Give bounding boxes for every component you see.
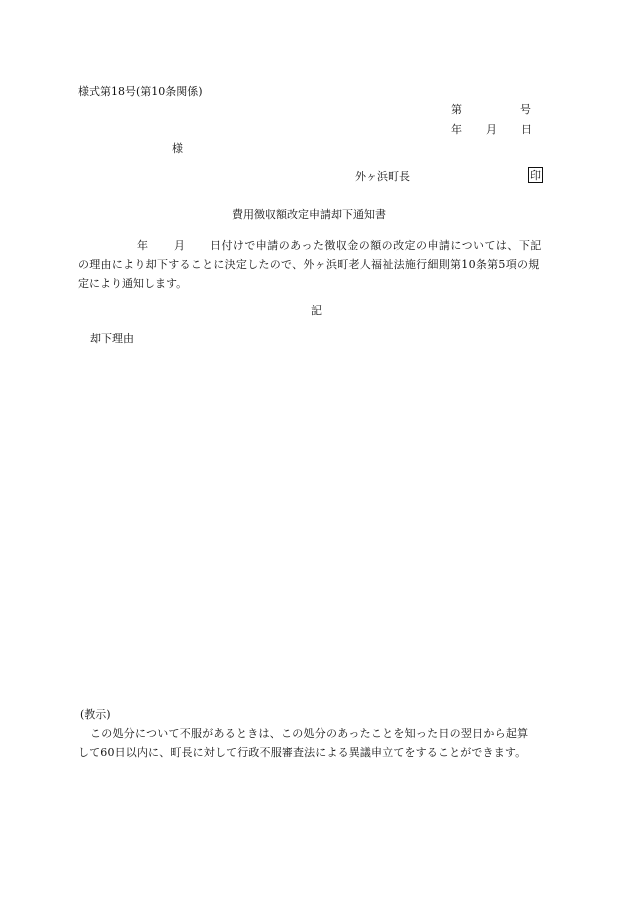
body-line-3: 定により通知します。 [78, 277, 188, 290]
body-month-label: 月 [174, 239, 185, 252]
date-day-label: 日 [521, 123, 532, 136]
addressee-suffix: 様 [172, 142, 183, 155]
issuer-name: 外ヶ浜町長 [355, 170, 410, 183]
rejection-reason-label: 却下理由 [90, 332, 134, 345]
document-title: 費用徴収額改定申請却下通知書 [232, 208, 386, 221]
document-number-prefix: 第 [451, 103, 462, 116]
appeal-notice-line-1: この処分について不服があるときは、この処分のあったことを知った日の翌日から起算 [90, 727, 529, 740]
form-number: 様式第18号(第10条関係) [78, 85, 203, 98]
body-year-label: 年 [137, 239, 148, 252]
appeal-notice-line-2: して60日以内に、町長に対して行政不服審査法による異議申立てをすることができます。 [78, 746, 527, 759]
body-line-2: の理由により却下することに決定したので、外ヶ浜町老人福祉法施行細則第10条第5項の規 [78, 258, 540, 271]
date-year-label: 年 [451, 123, 462, 136]
ki-label: 記 [311, 304, 322, 317]
date-month-label: 月 [486, 123, 497, 136]
document-number-suffix: 号 [520, 103, 531, 116]
appeal-notice-heading: (教示) [80, 708, 111, 721]
seal-mark: 印 [530, 169, 541, 182]
body-line-1: 日付けで申請のあった徴収金の額の改定の申請については、下記 [210, 239, 542, 252]
